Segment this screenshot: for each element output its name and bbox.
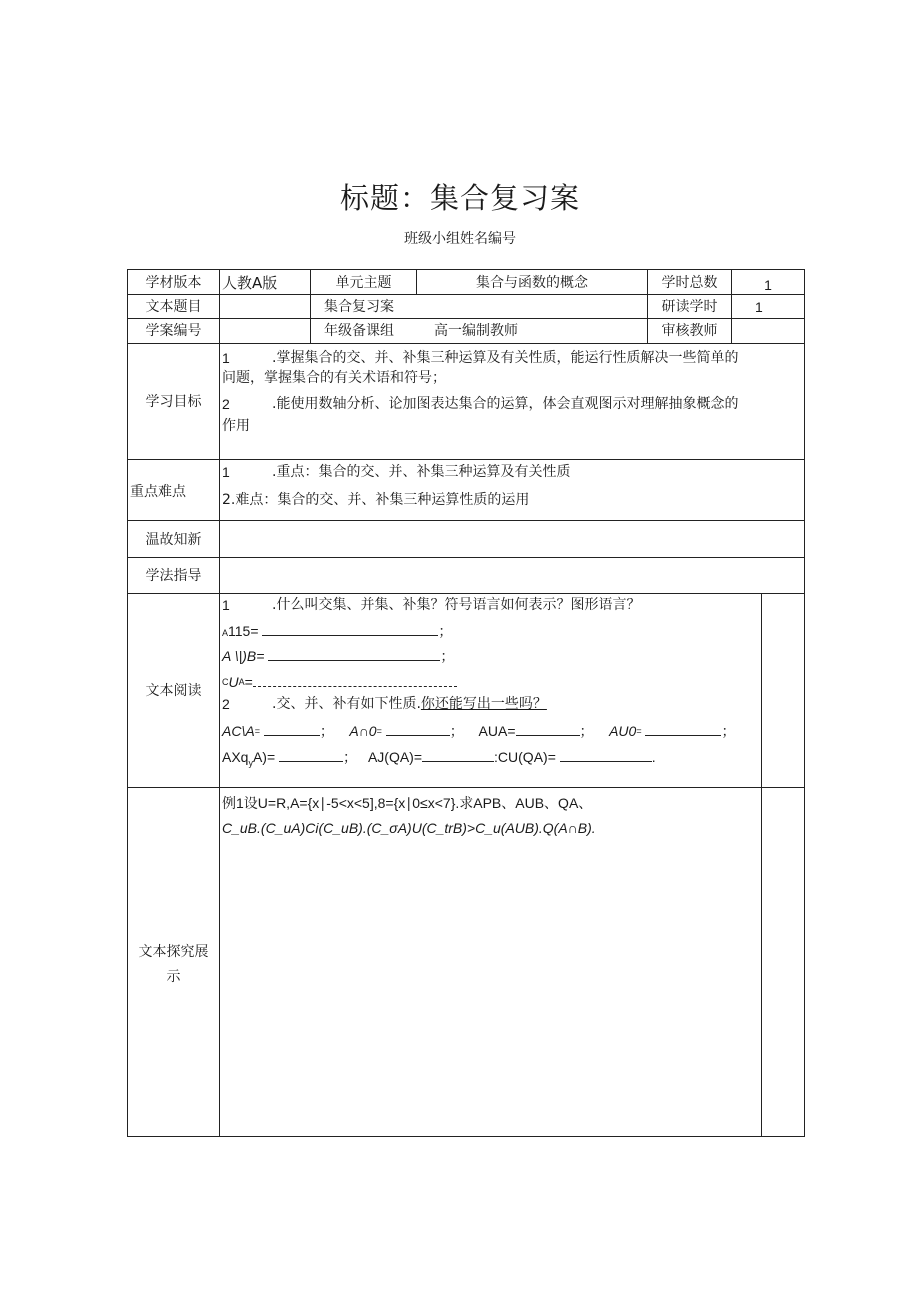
page-subtitle: 班级小组姓名编号: [404, 231, 516, 247]
reading-q2-num: 2: [222, 696, 230, 712]
review-label: 温故知新: [145, 532, 202, 548]
topic-label: 文本题目: [145, 299, 202, 315]
textbook-value: 人教A版: [222, 274, 278, 292]
goal2-line2: 作用: [222, 418, 250, 434]
property-row-1: AC\A= ； A∩0= ； AUA= ； AU0= ；: [222, 723, 736, 739]
formula-complement: $^CU^A=$: [222, 672, 457, 692]
study-hours-label: 研读学时: [661, 299, 718, 315]
keypoint1-text: .重点：集合的交、并、补集三种运算及有关性质: [272, 464, 571, 480]
formula-union: A \|)B= ；: [222, 648, 455, 664]
goal1-line2: 问题，掌握集合的有关术语和符号；: [222, 370, 446, 386]
method-label: 学法指导: [145, 568, 202, 584]
example-line2: C_uB.(C_uA)Ci(C_uB).(C_σA)U(C_trB)>C_u(AUB).Q(A∩B).: [222, 820, 596, 836]
explore-label-line1: 文本探究展: [138, 944, 209, 960]
goal2-line1: .能使用数轴分析、论加图表达集合的运算，体会直观图示对理解抽象概念的: [272, 396, 739, 412]
hours-value: 1: [764, 277, 772, 293]
keypoint2-text: 2.难点：集合的交、并、补集三种运算性质的运用: [222, 492, 530, 508]
reviewer-label: 审核教师: [661, 323, 718, 339]
page-title: 标题：集合复习案: [339, 181, 580, 215]
textbook-label: 学材版本: [145, 275, 202, 291]
topic-value: 集合复习案: [324, 299, 394, 315]
example-line1: 例1设U=R,A={x∣-5<x<5],8={x∣0≤x<7}.求APB、AUB、QA、: [222, 795, 593, 811]
goal1-line1: .掌握集合的交、并、补集三种运算及有关性质，能运行性质解决一些简单的: [272, 350, 739, 366]
plan-no-label: 学案编号: [145, 323, 202, 339]
goal2-num: 2: [222, 396, 230, 412]
hours-label: 学时总数: [661, 275, 718, 291]
reading-q1: .什么叫交集、并集、补集？符号语言如何表示？图形语言？: [272, 597, 641, 613]
reading-q1-num: 1: [222, 597, 230, 613]
explore-label-line2: 示: [166, 969, 181, 985]
group-label: 年级备课组: [324, 323, 394, 339]
property-row-2: AXq$_y$A)= ； AJ(QA)= :CU(QA)= .: [222, 749, 656, 768]
keypoints-label: 重点难点: [130, 484, 186, 500]
unit-label: 单元主题: [335, 275, 392, 291]
goals-label: 学习目标: [145, 394, 202, 410]
formula-intersection: A115= ；: [222, 623, 453, 639]
unit-value: 集合与函数的概念: [476, 275, 588, 291]
group-value: 高一编制教师: [434, 323, 518, 339]
goal1-num: 1: [222, 350, 230, 366]
reading-q2: .交、并、补有如下性质.你还能写出一些吗？: [272, 696, 547, 712]
reading-label: 文本阅读: [145, 683, 202, 699]
keypoint1-num: 1: [222, 464, 230, 480]
study-hours-value: 1: [755, 299, 763, 315]
